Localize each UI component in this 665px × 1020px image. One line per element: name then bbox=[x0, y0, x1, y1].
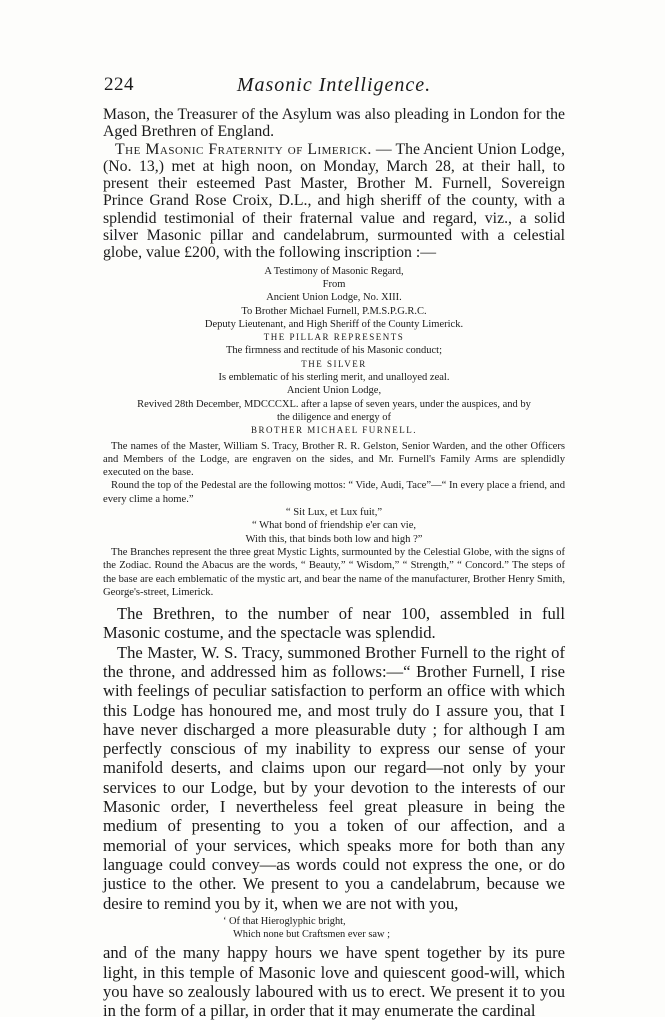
inscription-line: To Brother Michael Furnell, P.M.S.P.G.R.C. bbox=[241, 305, 427, 317]
inscription-line: the diligence and energy of bbox=[276, 411, 392, 423]
inscription bbox=[103, 265, 565, 438]
inscription-line: The firmness and rectitude of his Masonic conduct; bbox=[225, 345, 443, 357]
inscription-line: Revived 28th December, MDCCCXL. after a lapse of seven years, under the auspices, and by bbox=[137, 398, 531, 410]
note-names: The names of the Master, William S. Tracy, Brother R. R. Gelston, Senior Warden, and the other Officers and Members of the Lodge, are engraven on the sides, and Mr. Furnell's Family Arms are splendidly executed on the base. bbox=[103, 440, 565, 479]
quote-line: Which none but Craftsmen ever saw ; bbox=[233, 929, 390, 941]
paragraph-limerick-text: — The Ancient Union Lodge, (No. 13,) met at high noon, on Monday, March 28, at their hall, to present their esteemed Past Master, Brother M. Furnell, Sovereign Prince Grand Rose Croix, D.L., and high sheriff of the county, with a splendid testimonial of their fraternal value and regard, viz., a solid silver Masonic pillar and candelabrum, surmounted with a celestial globe, value £200, with the following inscription :— bbox=[103, 140, 565, 262]
running-title: Masonic Intelligence. bbox=[236, 74, 432, 96]
inscription-line: THE SILVER bbox=[301, 358, 367, 369]
paragraph-asylum: Mason, the Treasurer of the Asylum was also pleading in London for the Aged Brethren of England. bbox=[103, 106, 565, 141]
inscription-line: Is emblematic of his sterling merit, and unalloyed zeal. bbox=[218, 372, 450, 384]
note-mottos: Round the top of the Pedestal are the following mottos: “ Vide, Audi, Tace”—“ In every place a friend, and every clime a home.” bbox=[103, 480, 565, 505]
verse-line: With this, that binds both low and high ?” bbox=[245, 533, 423, 545]
paragraph-limerick bbox=[103, 141, 565, 262]
inscription-line: THE PILLAR REPRESENTS bbox=[263, 332, 405, 343]
quote-line: ‘ Of that Hieroglyphic bright, bbox=[223, 915, 346, 927]
motto-verse bbox=[103, 506, 565, 546]
inscription-line: From bbox=[322, 278, 346, 290]
page-body bbox=[103, 106, 565, 1020]
paragraph-brethren: The Brethren, to the number of near 100, assembled in full Masonic costume, and the spectacle was splendid. bbox=[103, 604, 565, 643]
inscription-line: BROTHER MICHAEL FURNELL. bbox=[251, 425, 417, 436]
inscription-line: A Testimony of Masonic Regard, bbox=[264, 265, 404, 277]
hieroglyphic-quote bbox=[223, 915, 565, 941]
page-header bbox=[104, 74, 564, 98]
paragraph-lead: The Masonic Fraternity of Limerick. bbox=[115, 140, 372, 158]
paragraph-closing: and of the many happy hours we have spent together by its pure light, in this temple of Masonic love and quiescent good-will, which you have so zealously laboured with us to erect. We present it to you in the form of a pillar, in order that it may enumerate the cardinal bbox=[103, 943, 565, 1020]
verse-line: “ What bond of friendship e'er can vie, bbox=[251, 520, 417, 532]
page-number: 224 bbox=[104, 74, 134, 95]
verse-line: “ Sit Lux, et Lux fuit,” bbox=[285, 507, 383, 519]
paragraph-address: The Master, W. S. Tracy, summoned Brother Furnell to the right of the throne, and addressed him as follows:—“ Brother Furnell, I rise with feelings of peculiar satisfaction to perform an office with which this Lodge has honoured me, and most truly do I assure you, that I have never discharged a more pleasurable duty ; for although I am perfectly conscious of my inability to express our sense of your manifold deserts, and claims upon our regard—not only by your services to our Lodge, but by your devotion to the interests of our Masonic order, I nevertheless feel great pleasure in being the medium of presenting to you a token of our affection, and a memorial of your services, which speaks more for both than any language could convey—as words could not express the one, or do justice to the other. We present to you a candelabrum, because we desire to remind you by it, when we are not with you, bbox=[103, 642, 565, 913]
note-branches: The Branches represent the three great Mystic Lights, surmounted by the Celestial Globe, with the signs of the Zodiac. Round the Abacus are the words, “ Beauty,” “ Wisdom,” “ Strength,” “ Concord.” The steps of the base are each emblematic of the mystic art, and bear the name of the manufacturer, Brother Henry Smith, George's-street, Limerick. bbox=[103, 546, 565, 598]
inscription-line: Ancient Union Lodge, No. XIII. bbox=[266, 292, 402, 304]
inscription-line: Ancient Union Lodge, bbox=[286, 385, 382, 397]
inscription-line: Deputy Lieutenant, and High Sheriff of the County Limerick. bbox=[204, 318, 464, 330]
